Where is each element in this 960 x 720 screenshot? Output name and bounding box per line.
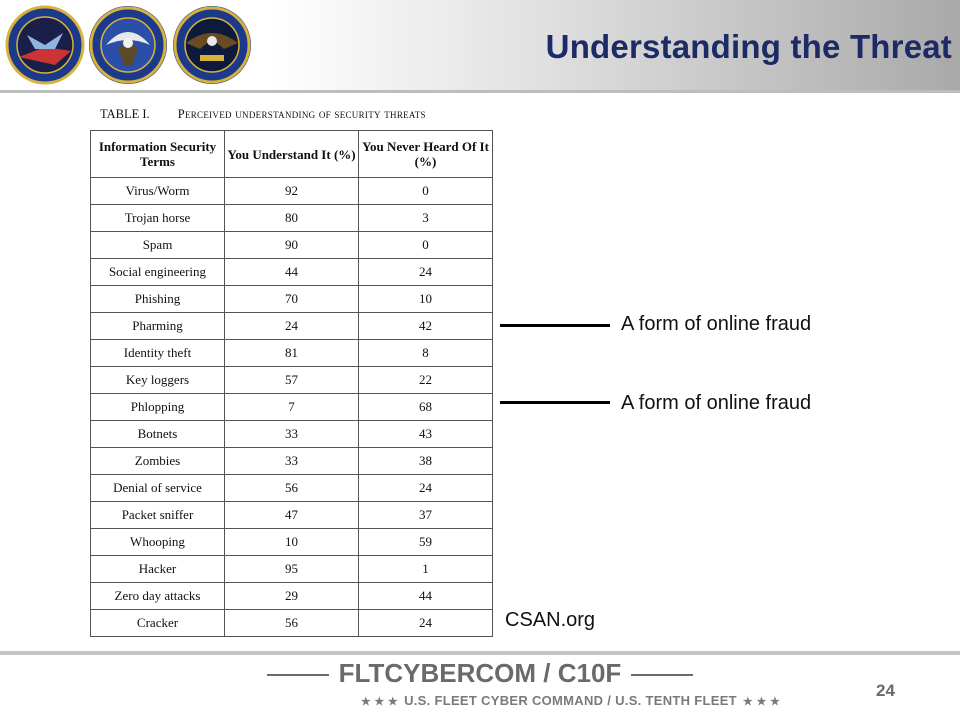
never-heard-cell: 43 [359, 421, 493, 448]
footer-title [0, 658, 960, 689]
table-row [91, 259, 493, 286]
table-row [91, 610, 493, 637]
annotation-phlopping: A form of online fraud [621, 392, 812, 414]
table-row [91, 475, 493, 502]
table-row [91, 448, 493, 475]
annotation-pointer-phlopping [500, 401, 610, 404]
tenth-fleet-seal-icon [88, 5, 168, 85]
footer-dash-right [631, 674, 693, 676]
annotation-pharming: A form of online fraud [621, 313, 812, 335]
never-heard-cell: 10 [359, 286, 493, 313]
understand-cell: 95 [225, 556, 359, 583]
understand-cell: 57 [225, 367, 359, 394]
term-cell: Denial of service [91, 475, 225, 502]
term-cell: Whooping [91, 529, 225, 556]
understand-cell: 92 [225, 178, 359, 205]
slide-title: Understanding the Threat [545, 28, 952, 65]
table-row [91, 313, 493, 340]
never-heard-cell: 24 [359, 610, 493, 637]
fleet-cyber-command-seal-icon [5, 5, 85, 85]
table-row [91, 367, 493, 394]
term-cell: Pharming [91, 313, 225, 340]
table-header-row [91, 131, 493, 178]
table-caption-title: Perceived understanding of security threats [177, 107, 426, 121]
term-cell: Trojan horse [91, 205, 225, 232]
never-heard-cell: 68 [359, 394, 493, 421]
term-cell: Phlopping [91, 394, 225, 421]
term-cell: Cracker [91, 610, 225, 637]
footer-stars-left: ★ ★ ★ [360, 696, 399, 708]
never-heard-cell: 44 [359, 583, 493, 610]
table-row [91, 286, 493, 313]
never-heard-cell: 0 [359, 178, 493, 205]
column-header: You Understand It (%) [225, 131, 359, 178]
term-cell: Packet sniffer [91, 502, 225, 529]
table-row [91, 232, 493, 259]
table-row [91, 340, 493, 367]
never-heard-cell: 3 [359, 205, 493, 232]
slide-header [0, 0, 960, 92]
term-cell: Spam [91, 232, 225, 259]
never-heard-cell: 37 [359, 502, 493, 529]
understand-cell: 70 [225, 286, 359, 313]
understand-cell: 81 [225, 340, 359, 367]
source-credit: CSAN.org [505, 609, 596, 631]
understand-cell: 47 [225, 502, 359, 529]
understand-cell: 10 [225, 529, 359, 556]
term-cell: Phishing [91, 286, 225, 313]
never-heard-cell: 24 [359, 475, 493, 502]
understand-cell: 33 [225, 421, 359, 448]
table-label: TABLE I. [100, 107, 150, 121]
table-row [91, 502, 493, 529]
never-heard-cell: 38 [359, 448, 493, 475]
understand-cell: 7 [225, 394, 359, 421]
term-cell: Zombies [91, 448, 225, 475]
understand-cell: 29 [225, 583, 359, 610]
understand-cell: 56 [225, 610, 359, 637]
term-cell: Botnets [91, 421, 225, 448]
never-heard-cell: 59 [359, 529, 493, 556]
footer-dash-left [267, 674, 329, 676]
table-row [91, 394, 493, 421]
never-heard-cell: 22 [359, 367, 493, 394]
footer-divider [0, 651, 960, 655]
never-heard-cell: 8 [359, 340, 493, 367]
footer-subtitle-text: U.S. FLEET CYBER COMMAND / U.S. TENTH FLEET [404, 693, 737, 708]
never-heard-cell: 24 [359, 259, 493, 286]
never-heard-cell: 1 [359, 556, 493, 583]
security-threats-table [90, 130, 493, 637]
understand-cell: 80 [225, 205, 359, 232]
page-number: 24 [876, 681, 895, 700]
term-cell: Virus/Worm [91, 178, 225, 205]
niocc-seal-icon [172, 5, 252, 85]
column-header: Information Security Terms [91, 131, 225, 178]
footer-title-text: FLTCYBERCOM / C10F [338, 658, 622, 688]
term-cell: Zero day attacks [91, 583, 225, 610]
column-header: You Never Heard Of It (%) [359, 131, 493, 178]
table-row [91, 421, 493, 448]
understand-cell: 56 [225, 475, 359, 502]
footer-stars-right: ★ ★ ★ [742, 696, 781, 708]
term-cell: Identity theft [91, 340, 225, 367]
never-heard-cell: 42 [359, 313, 493, 340]
never-heard-cell: 0 [359, 232, 493, 259]
understand-cell: 44 [225, 259, 359, 286]
table-row [91, 178, 493, 205]
annotation-pointer-pharming [500, 324, 610, 327]
table-caption [100, 107, 426, 122]
term-cell: Social engineering [91, 259, 225, 286]
understand-cell: 33 [225, 448, 359, 475]
table-row [91, 583, 493, 610]
term-cell: Key loggers [91, 367, 225, 394]
table-row [91, 529, 493, 556]
footer-subtitle [0, 693, 960, 708]
understand-cell: 24 [225, 313, 359, 340]
term-cell: Hacker [91, 556, 225, 583]
understand-cell: 90 [225, 232, 359, 259]
table-row [91, 556, 493, 583]
header-divider [0, 90, 960, 93]
table-row [91, 205, 493, 232]
